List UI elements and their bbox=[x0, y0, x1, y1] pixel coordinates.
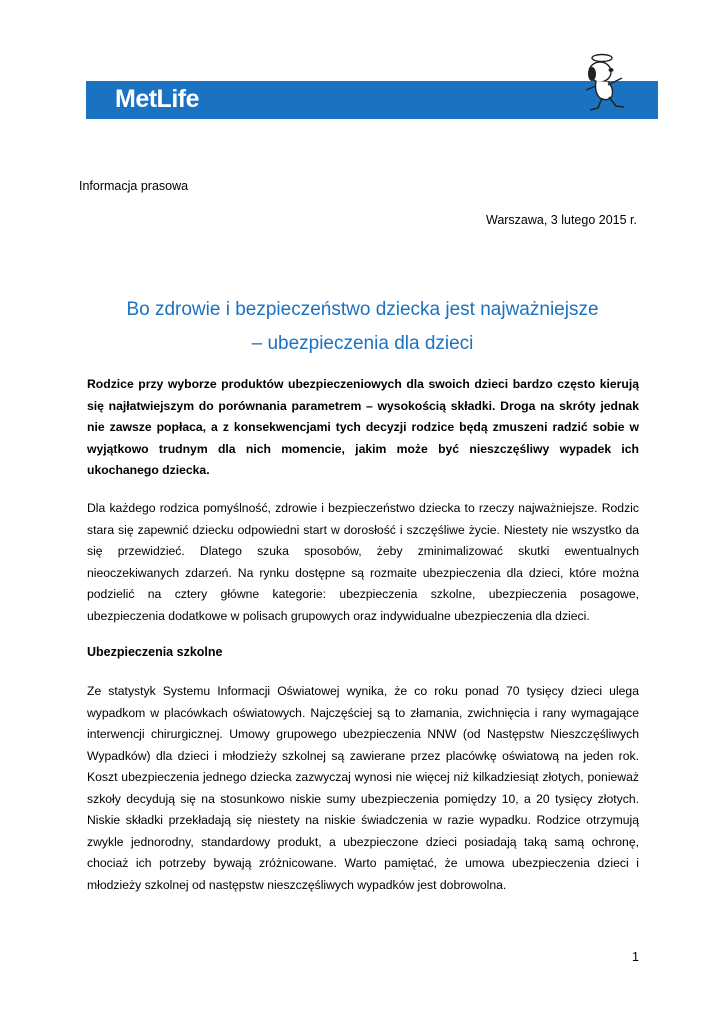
svg-text:© PEANUTS: © PEANUTS bbox=[592, 110, 616, 115]
snoopy-icon bbox=[578, 52, 636, 116]
document-type-label: Informacja prasowa bbox=[79, 179, 189, 193]
document-date: Warszawa, 3 lutego 2015 r. bbox=[485, 213, 637, 227]
metlife-logo: MetLife bbox=[115, 85, 199, 113]
section-heading: Ubezpieczenia szkolne bbox=[87, 645, 223, 659]
header-banner bbox=[86, 81, 658, 119]
page-subtitle: – ubezpieczenia dla dzieci bbox=[251, 333, 474, 354]
lead-paragraph: Rodzice przy wyborze produktów ubezpieczeniowych dla swoich dzieci bardzo często kierują się najłatwiejszym do porównania parametrem – wysokością składki. Droga na skróty jednak nie zawsze popłaca, a z konsekwencjami tych decyzji rodzice będą zmuszeni radzić sobie w wyjątkowo trudnym dla nich momencie, jakim może być nieszczęśliwy wypadek ich ukochanego dziecka. bbox=[87, 377, 639, 477]
body-paragraph: Dla każdego rodzica pomyślność, zdrowie i bezpieczeństwo dziecka to rzeczy najważniejsze. Rodzic stara się zapewnić dziecku odpowiedni start w dorosłość i szczęśliwe życie. Niestety nie wszystko da się przewidzieć. Dlatego szuka sposobów, żeby zminimalizować skutki ewentualnych nieoczekiwanych zdarzeń. Na rynku dostępne są rozmaite ubezpieczenia dla dzieci, które można podzielić na cztery główne kategorie: ubezpieczenia szkolne, ubezpieczenia posagowe, ubezpieczenia dodatkowe w polisach grupowych oraz indywidualne ubezpieczenia dla dzieci. bbox=[87, 501, 639, 623]
body-paragraph: Ze statystyk Systemu Informacji Oświatowej wynika, że co roku ponad 70 tysięcy dzieci ulega wypadkom w placówkach oświatowych. Najczęściej są to złamania, zwichnięcia i rany wymagające interwencji chirurgicznej. Umowy grupowego ubezpieczenia NNW (od Następstw Nieszczęśliwych Wypadków) dla dzieci i młodzieży szkolnej są zawierane przez placówkę oświatową na jeden rok. Koszt ubezpieczenia jednego dziecka zazwyczaj wynosi nie więcej niż kilkadziesiąt złotych, ponieważ szkoły decydują się na stosunkowo niskie sumy ubezpieczenia pomiędzy 10, a 20 tysięcy złotych. Niskie składki przekładają się niestety na niskie świadczenia w razie wypadku. Rodzice otrzymują zwykle jednorodny, standardowy produkt, a ubezpieczone dzieci posiadają taką samą ochronę, chociaż ich potrzeby bywają zróżnicowane. Warto pamiętać, że umowa ubezpieczenia dzieci i młodzieży szkolnej od następstw nieszczęśliwych wypadków jest dobrowolna. bbox=[87, 684, 639, 892]
page-number: 1 bbox=[632, 950, 639, 964]
page-title: Bo zdrowie i bezpieczeństwo dziecka jest najważniejsze bbox=[126, 299, 599, 320]
